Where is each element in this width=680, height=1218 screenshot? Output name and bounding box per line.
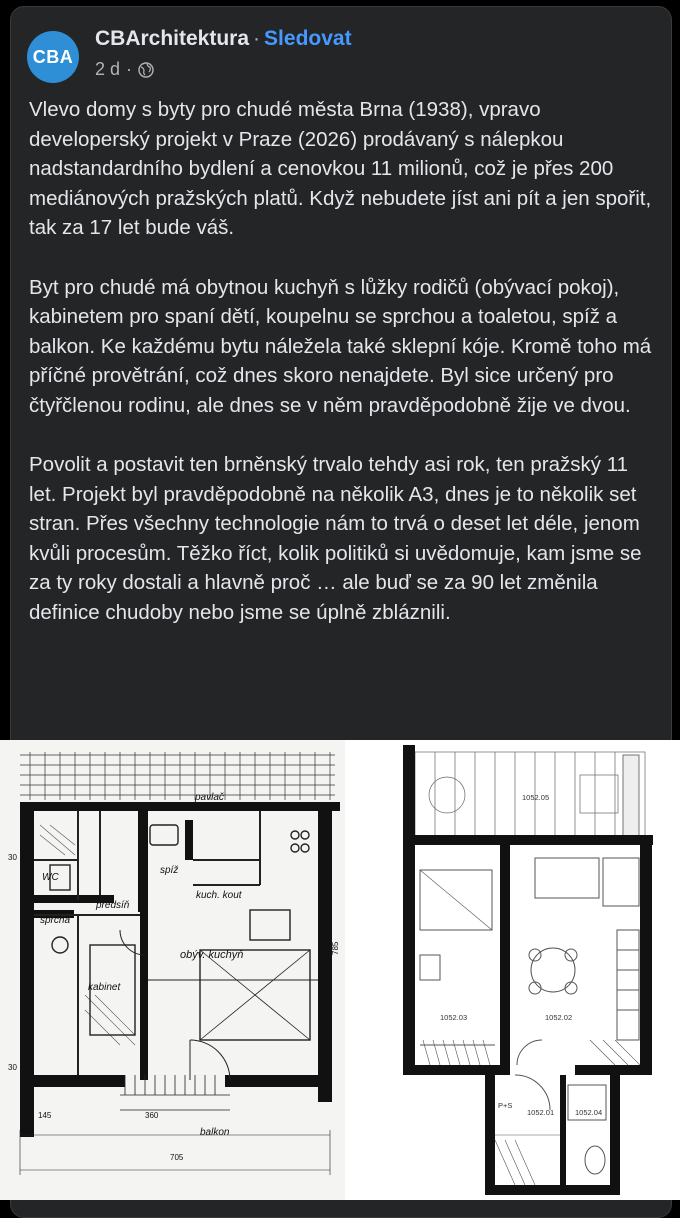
dim-bottom-mid: 360 <box>145 1111 159 1120</box>
label-obyv-kuchyn: obýv. kuchyň <box>180 949 244 961</box>
label-predsin: předsíň <box>96 900 130 911</box>
room-living: 1052.02 <box>545 1013 573 1022</box>
label-spiz: spíž <box>160 865 179 876</box>
floor-plan-praha[interactable] <box>385 740 680 1200</box>
floor-plan-brno[interactable] <box>0 740 345 1200</box>
post-paragraph-3: Povolit a postavit ten brněnský trvalo tehdy asi rok, ten pražský 11 let. Projekt byl pravděpodobně na několik A3, dnes je to několik set stran. Přes všechny technologie nám to trvá o deset let déle, jenom kvůli procesům. Těžko říct, kolik politiků si uvědomuje, kam jsme se za ty roky dostali a hlavně proč … ale buď se za 90 let změnila definice chudoby nebo jsme se úplně zbláznili. <box>29 453 642 624</box>
dim-bottom-left: 145 <box>38 1111 52 1120</box>
page-name[interactable]: CBArchitektura <box>95 27 250 50</box>
timestamp[interactable]: 2 d <box>95 59 121 79</box>
post-header <box>27 27 655 87</box>
avatar[interactable]: CBA <box>27 31 79 83</box>
name-separator: · <box>253 27 261 50</box>
label-balkon: balkon <box>200 1127 230 1138</box>
label-kuch-kout: kuch. kout <box>196 890 242 901</box>
post-text <box>29 95 657 657</box>
meta-separator: · <box>126 59 133 79</box>
label-sprcha: sprcha <box>40 915 71 926</box>
room-bedroom: 1052.03 <box>440 1013 468 1022</box>
dim-left-30a: 30 <box>8 853 17 862</box>
post-paragraph-2: Byt pro chudé má obytnou kuchyň s lůžky rodičů (obývací pokoj), kabinetem pro spaní dětí, koupelnu se sprchou a toaletou, spíž a balkon. Ke každému bytu náležela také sklepní kóje. Kromě toho má příčné provětrání, což dnes skoro nenajdete. Byl sice určený pro čtyřčlenou rodinu, ale dnes se v něm pravděpodobně žije ve dvou. <box>29 275 652 417</box>
room-ps: P+S <box>498 1101 513 1110</box>
dim-bottom-total: 705 <box>170 1153 184 1162</box>
dim-left-30b: 30 <box>8 1063 17 1072</box>
room-terrace: 1052.05 <box>522 793 550 802</box>
room-hall: 1052.01 <box>527 1108 555 1117</box>
globe-icon <box>138 62 154 78</box>
dim-side-right: 785 <box>331 941 340 955</box>
label-wc: WC <box>42 872 59 883</box>
post-images[interactable] <box>0 740 680 1200</box>
follow-button[interactable]: Sledovat <box>264 27 352 50</box>
author-row <box>95 27 352 51</box>
label-pavlac: pavlač <box>195 792 224 803</box>
label-kabinet: kabinet <box>88 982 121 993</box>
post-paragraph-1: Vlevo domy s byty pro chudé města Brna (1938), vpravo developerský projekt v Praze (2026) prodávaný s nálepkou nadstandardního bydlení a cenovkou 11 milionů, což je přes 200 mediánových pražských platů. Když nebudete jíst ani pít a jen spořit, tak za 17 let bude váš. <box>29 98 652 239</box>
room-bath: 1052.04 <box>575 1108 603 1117</box>
post-meta <box>95 59 154 80</box>
